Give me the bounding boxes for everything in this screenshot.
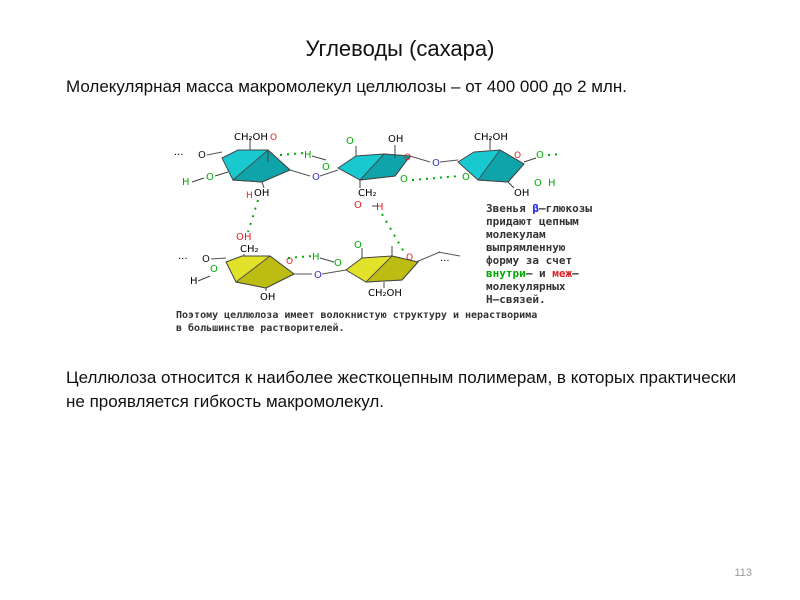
note-line-6: внутри– и меж–: [486, 267, 579, 280]
atom-o-green: O: [322, 162, 330, 173]
atom-o-red: O: [236, 232, 244, 243]
ch2-label: CH₂: [240, 244, 259, 255]
atom-o-green: O: [206, 172, 214, 183]
chain-end-dots-bottom-right: ···: [440, 256, 450, 267]
hydrogen-bond: [248, 200, 258, 232]
note-line-2: придают цепным: [486, 215, 579, 228]
atom-o-green: O: [346, 136, 354, 147]
atom-o-red: O: [406, 253, 414, 263]
caption-line-2: в большинстве растворителей.: [176, 323, 345, 334]
bond: [410, 156, 430, 162]
glycosidic-o: O: [314, 270, 322, 281]
atom-o-red: O: [286, 257, 294, 267]
oh-label: OH: [514, 188, 530, 199]
atom-o-bottom-left: O: [202, 254, 210, 265]
hydrogen-bond: [548, 154, 562, 155]
ch2oh-label: CH₂OH: [474, 132, 508, 143]
note-line-5: форму за счет: [486, 254, 573, 267]
note-line-7: молекулярных: [486, 280, 566, 293]
slide-subtitle: Молекулярная масса макромолекул целлюлозы – от 400 000 до 2 млн.: [66, 77, 627, 96]
atom-o-green: O: [536, 150, 544, 161]
atom-h-green: H: [312, 252, 320, 263]
bond: [198, 276, 210, 281]
atom-h-green: H: [182, 177, 190, 188]
bond: [508, 182, 514, 188]
bond: [312, 156, 326, 160]
oh-label: OH: [260, 292, 276, 303]
atom-h-green: H: [304, 150, 312, 161]
atom-h-red: H: [244, 232, 252, 243]
glycosidic-o: O: [432, 158, 440, 169]
note-line-3: молекулам: [486, 228, 546, 241]
bond: [192, 178, 204, 182]
ch2oh-label: CH₂OH: [234, 132, 268, 143]
note-line-8: Н–связей.: [486, 293, 546, 306]
atom-o-red: O: [270, 133, 278, 143]
hydrogen-bond: [382, 214, 404, 252]
hydrogen-bond: [280, 153, 304, 155]
atom-o-red: O: [354, 200, 362, 211]
oh-label: OH: [254, 188, 270, 199]
caption-line-1: Поэтому целлюлоза имеет волокнистую структуру и нерастворима: [176, 310, 538, 321]
atom-o-red: O: [404, 153, 412, 163]
atom-o-green: O: [462, 172, 470, 183]
slide-body-text: Целлюлоза относится к наиболее жесткоцепным полимерам, в которых практически не проявляется гибкость макромолекул.: [66, 368, 737, 411]
atom-o-red: O: [514, 151, 522, 161]
ch2oh-label: CH₂OH: [368, 288, 402, 299]
atom-o-green: O: [334, 258, 342, 269]
bond: [322, 270, 346, 274]
chain-end-dots-bottom-left: ···: [178, 254, 188, 265]
bond: [440, 160, 458, 162]
note-line-1: Звенья β–глюкозы: [486, 202, 592, 215]
bond: [211, 258, 226, 259]
atom-o-top-left: O: [198, 150, 206, 161]
page-number: 113: [734, 567, 752, 579]
oh-label: OH: [388, 134, 404, 145]
note-line-4: выпрямленную: [486, 241, 566, 254]
glycosidic-o: O: [312, 172, 320, 183]
bond: [290, 170, 310, 176]
atom-o-green: O: [210, 264, 218, 275]
atom-h-green: H: [548, 178, 556, 189]
atom-o-green: O: [400, 174, 408, 185]
hydrogen-bond: [412, 176, 460, 180]
atom-o-green: O: [354, 240, 362, 251]
bond: [416, 252, 440, 262]
atom-h-red: H: [246, 191, 253, 201]
ch2-label: CH₂: [358, 188, 377, 199]
bond: [320, 258, 334, 262]
atom-h-red: H: [376, 202, 384, 213]
atom-o-green: O: [534, 178, 542, 189]
chain-end-dots-top-left: ···: [174, 150, 184, 161]
bond: [524, 158, 536, 162]
slide-title: Углеводы (сахара): [305, 36, 495, 61]
bond: [215, 172, 228, 176]
atom-h: H: [190, 276, 198, 287]
bond: [207, 152, 222, 155]
